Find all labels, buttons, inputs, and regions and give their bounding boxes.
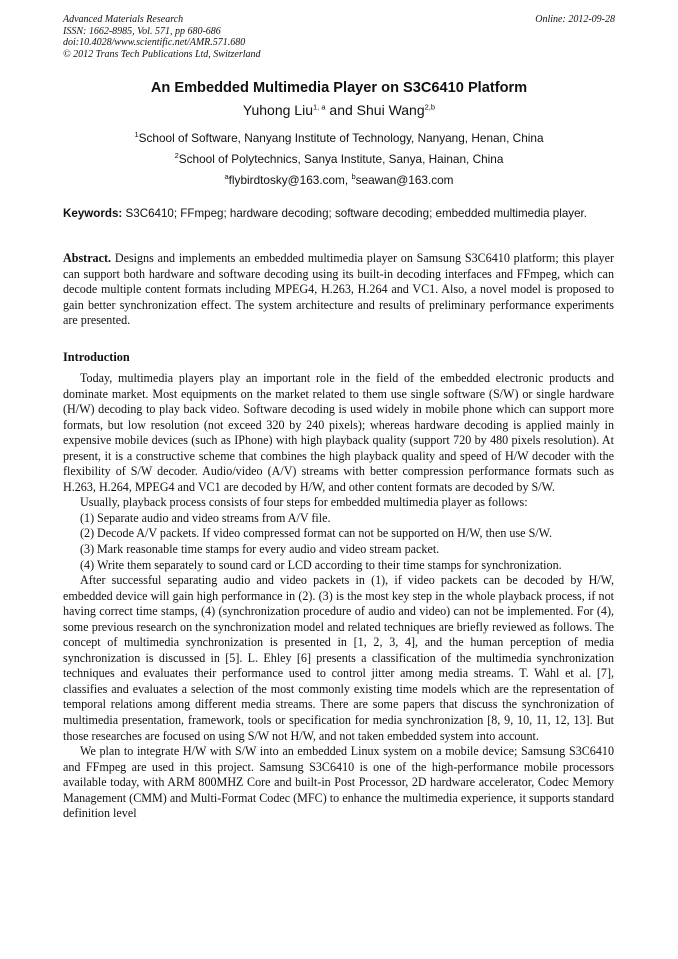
- abstract-label: Abstract.: [63, 251, 112, 265]
- abstract: [63, 251, 614, 329]
- paragraph: We plan to integrate H/W with S/W into an embedded Linux system on a mobile device; Samsung S3C6410 and FFmpeg are used in this project. Samsung S3C6410 is one of the high-performance mobile processors available today, with ARM 800MHZ Core and built-in Post Processor, 2D hardware accelerator, Codec Memory Management (CMM) and Multi-Format Codec (MFC) to enhance the multimedia experience, it supports standard definition level: [63, 744, 614, 821]
- affiliation-marker: 1: [134, 130, 139, 140]
- email-marker: a: [224, 172, 229, 182]
- author-name: Shui Wang: [356, 102, 425, 118]
- author-affiliation-marker: 2,b: [424, 102, 436, 112]
- author-affiliation-marker: 1, a: [313, 102, 326, 112]
- keywords: [63, 207, 614, 222]
- abstract-text: Designs and implements an embedded multimedia player on Samsung S3C6410 platform; this player can support both hardware and software decoding using its built-in decoding interfaces and FFmpeg, which can decode multiple content formats including MPEG4, H.263, H.264 and VC1. Also, a novel model is proposed to gain better synchronization effect. The system architecture and results of preliminary performance experiments are presented.: [63, 251, 614, 328]
- affiliation-2: [0, 152, 678, 166]
- affiliation-text: School of Software, Nanyang Institute of Technology, Nanyang, Henan, China: [138, 131, 544, 145]
- author-name: Yuhong Liu: [242, 102, 313, 118]
- list-item-text: Mark reasonable time stamps for every audio and video stream packet.: [97, 542, 440, 557]
- author-line: [0, 102, 678, 119]
- journal-header: [63, 14, 615, 60]
- paragraph: Today, multimedia players play an important role in the field of the embedded electronic products and dominate market. Most equipments on the market related to them use single software (S/W) or single hardware (H/W) decoding to play back video. Software decoding is used widely in mobile phone which can support more formats, but low resolution (not exceed 320 by 240 pixels); whereas hardware decoding is applied mainly in expensive mobile devices (such as IPhone) with high playback quality (support 720 by 480 pixels resolution). At present, it is a constructive scheme that combines the high playback quality and speed of H/W decoder with the flexibility of S/W decoder. Audio/video (A/V) streams with better compression performance formats such as H.263, H.264, MPEG4 and VC1 are decoded by H/W, and other content formats are decoded by S/W.: [63, 371, 614, 494]
- section-heading-introduction: Introduction: [63, 350, 130, 364]
- list-item: [63, 511, 614, 527]
- introduction-body: [63, 371, 614, 822]
- keywords-label: Keywords:: [63, 207, 123, 220]
- keywords-text: S3C6410; FFmpeg; hardware decoding; software decoding; embedded multimedia player.: [125, 207, 587, 220]
- paper-title: An Embedded Multimedia Player on S3C6410 Platform: [150, 80, 528, 96]
- list-item-text: Decode A/V packets. If video compressed format can not be supported on H/W, then use S/W.: [97, 526, 552, 541]
- list-item-text: Separate audio and video streams from A/V file.: [97, 510, 331, 525]
- doi-line: doi:10.4028/www.scientific.net/AMR.571.680: [63, 37, 246, 49]
- paragraph: After successful separating audio and video packets in (1), if video packets can be decoded by H/W, embedded device will gain high performance in (2). (3) is the most key step in the whole playback process, if not having correct time stamps, (4) (synchronization procedure of audio and video) can not be implemented. For (4), some previous research on the synchronization model and related techniques are briefly reviewed as follows. The concept of multimedia synchronization is presented in [1, 2, 3, 4], and the human perception of media synchronization is discussed in [5]. L. Ehley [6] presents a classification of the multimedia synchronization techniques and evaluates their performance used to control jitter among media streams. T. Wahl et al. [7], classifies and evaluates a selection of the most commonly existing time models which are the representation of temporal relations among different media streams. There are some papers that discuss the synchronization of multimedia presentation, framework, tools or specification for media synchronization [8, 9, 10, 11, 12, 13]. But those researches are focused on using S/W not H/W, and not taken embedded system into account.: [63, 573, 614, 743]
- issn-line: ISSN: 1662-8985, Vol. 571, pp 680-686: [63, 25, 221, 37]
- email-link[interactable]: seawan@163.com: [355, 173, 454, 187]
- email-marker: b: [351, 172, 356, 182]
- list-number: (3): [80, 542, 95, 557]
- copyright-line: © 2012 Trans Tech Publications Ltd, Switzerland: [63, 48, 261, 60]
- author-emails: [0, 173, 678, 187]
- affiliation-text: School of Polytechnics, Sanya Institute, Sanya, Hainan, China: [178, 152, 504, 166]
- author-conjunction: and: [325, 102, 357, 118]
- online-date: Online: 2012-09-28: [535, 14, 615, 25]
- affiliation-1: [0, 131, 678, 145]
- list-number: (1): [80, 510, 95, 525]
- list-item: [63, 558, 614, 574]
- email-separator: ,: [344, 173, 352, 187]
- list-item: [63, 526, 614, 542]
- paragraph: Usually, playback process consists of four steps for embedded multimedia player as follows:: [80, 495, 528, 510]
- list-item-text: Write them separately to sound card or LCD according to their time stamps for synchronization.: [97, 557, 562, 572]
- list-item: [63, 542, 614, 558]
- list-number: (2): [80, 526, 95, 541]
- affiliation-marker: 2: [174, 151, 179, 161]
- journal-name: Advanced Materials Research: [63, 14, 184, 25]
- list-number: (4): [80, 557, 95, 572]
- email-link[interactable]: flybirdtosky@163.com: [228, 173, 345, 187]
- playback-steps-list: [63, 511, 614, 573]
